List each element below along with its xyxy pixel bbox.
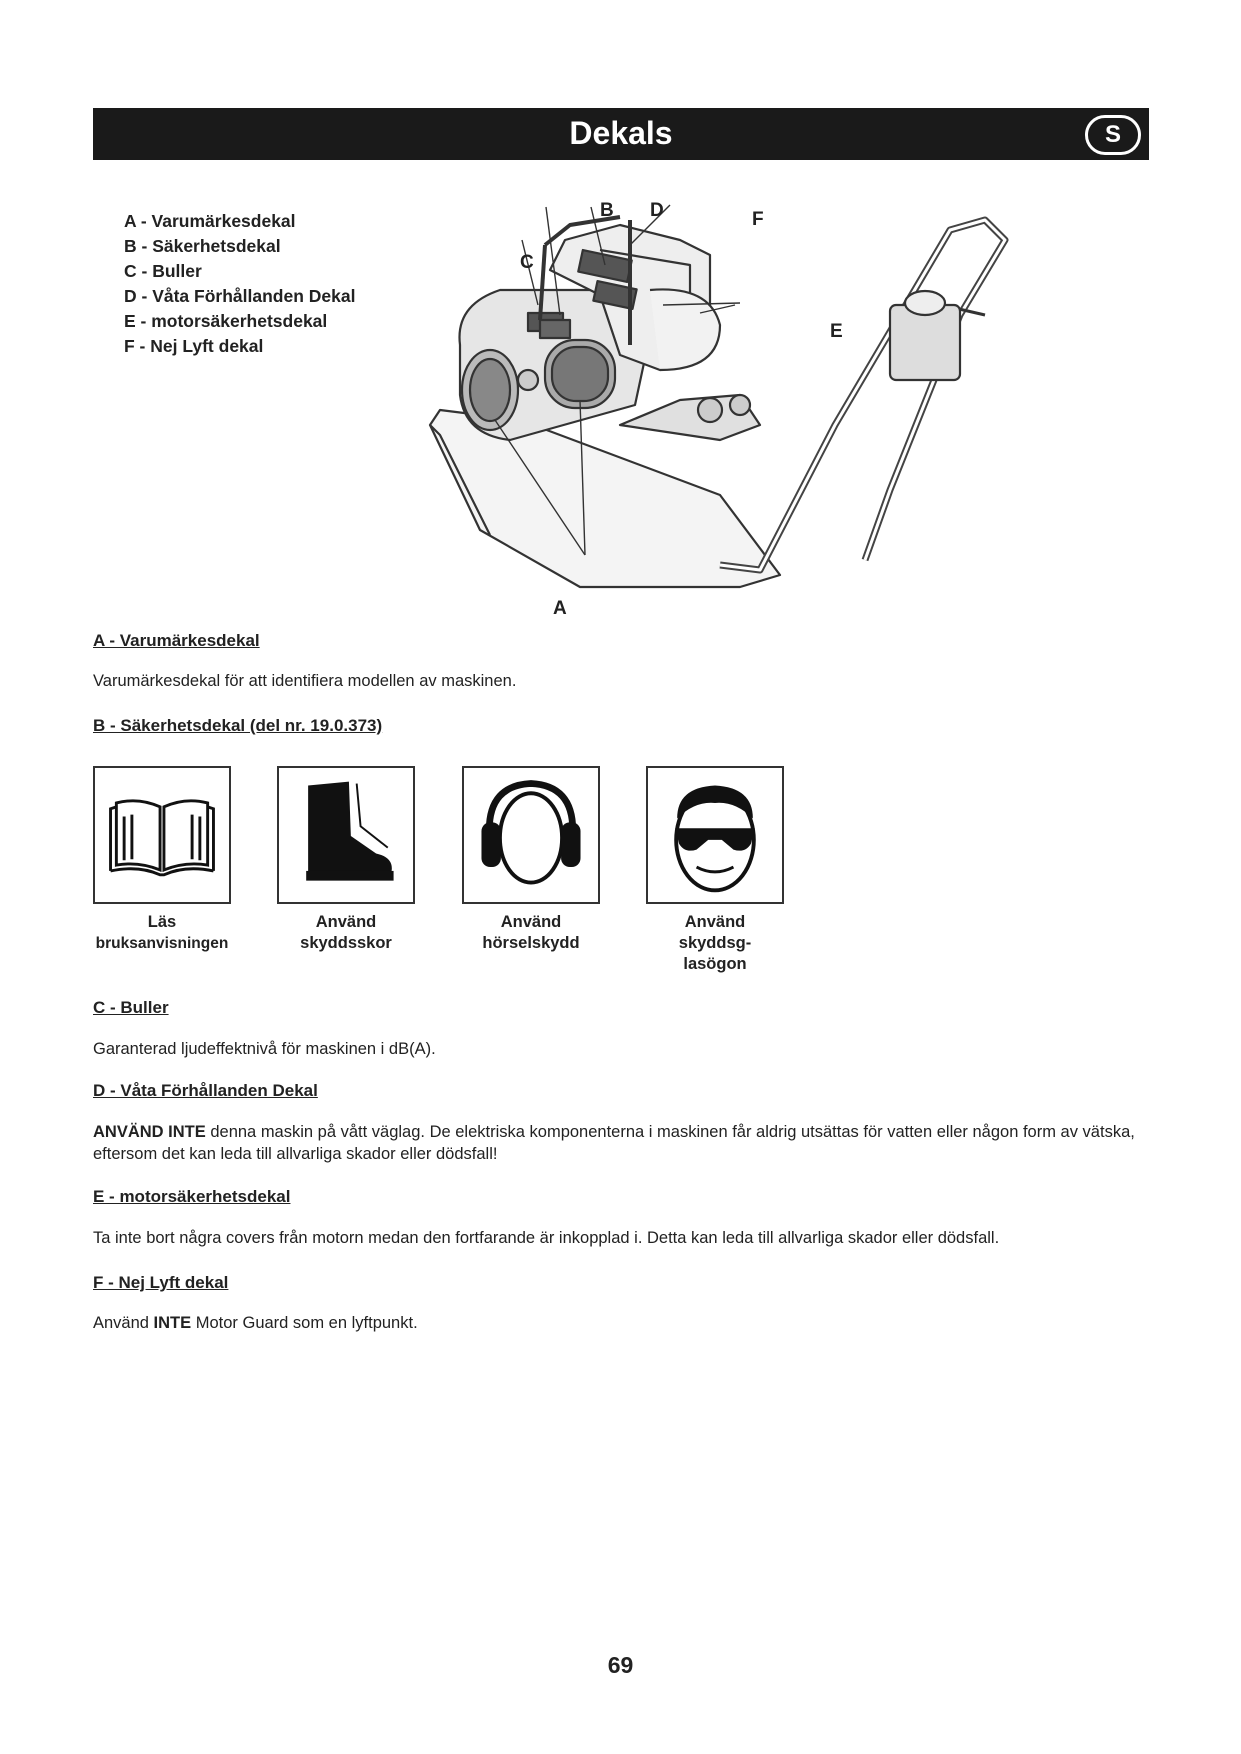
legend-item: E - motorsäkerhetsdekal (124, 311, 328, 331)
section-f-heading: F - Nej Lyft dekal (93, 1273, 229, 1292)
legend-item: B - Säkerhetsdekal (124, 236, 281, 256)
section-a-heading: A - Varumärkesdekal (93, 631, 260, 650)
page-number: 69 (607, 1652, 634, 1678)
book-icon (95, 768, 229, 902)
goggles-icon (648, 768, 782, 902)
section-d-text: ANVÄND INTE denna maskin på vått väglag. De elektriska komponenterna i maskinen får aldrig utsättas för vatten eller någon form av vätska, eftersom det kan leda till allvarliga skador eller dödsfall! (93, 1123, 1135, 1163)
callout-c: C (520, 252, 534, 273)
section-b-heading: B - Säkerhetsdekal (del nr. 19.0.373) (93, 716, 383, 735)
read-manual-symbol (93, 766, 231, 904)
section-c-text: Garanterad ljudeffektnivå för maskinen i dB(A). (93, 1040, 436, 1058)
symbol-label: Använd skyddsskor (300, 913, 392, 952)
safety-shoes-symbol (277, 766, 415, 904)
callout-e: E (830, 321, 843, 342)
callout-a: A (553, 598, 567, 619)
legend-item: C - Buller (124, 261, 202, 281)
hearing-protection-symbol (462, 766, 600, 904)
section-e-heading: E - motorsäkerhetsdekal (93, 1187, 291, 1206)
section-a-text: Varumärkesdekal för att identifiera modellen av maskinen. (93, 672, 517, 690)
symbol-label: Använd hörselskydd (482, 913, 580, 952)
symbol-label: Läs bruksanvisningen (95, 913, 229, 952)
boot-icon (279, 768, 413, 902)
page-title: Dekals (569, 115, 673, 151)
safety-glasses-symbol (646, 766, 784, 904)
language-badge: S (1085, 115, 1141, 155)
callout-b: B (600, 200, 614, 221)
section-d-heading: D - Våta Förhållanden Dekal (93, 1081, 318, 1100)
ear-defenders-icon (464, 768, 598, 902)
section-f-text: Använd INTE Motor Guard som en lyftpunkt. (93, 1314, 418, 1332)
section-e-text: Ta inte bort några covers från motorn medan den fortfarande är inkopplad i. Detta kan leda till allvarliga skador eller dödsfall. (93, 1229, 1000, 1247)
legend-item: F - Nej Lyft dekal (124, 336, 264, 356)
decal-legend (124, 209, 355, 359)
callout-f: F (752, 209, 764, 230)
section-c-heading: C - Buller (93, 998, 169, 1017)
symbol-label: Använd skyddsg- lasögon (678, 913, 752, 973)
legend-item: D - Våta Förhållanden Dekal (124, 286, 356, 306)
legend-item: A - Varumärkesdekal (124, 211, 296, 231)
header-bar (93, 108, 1149, 160)
callout-d: D (650, 200, 664, 221)
